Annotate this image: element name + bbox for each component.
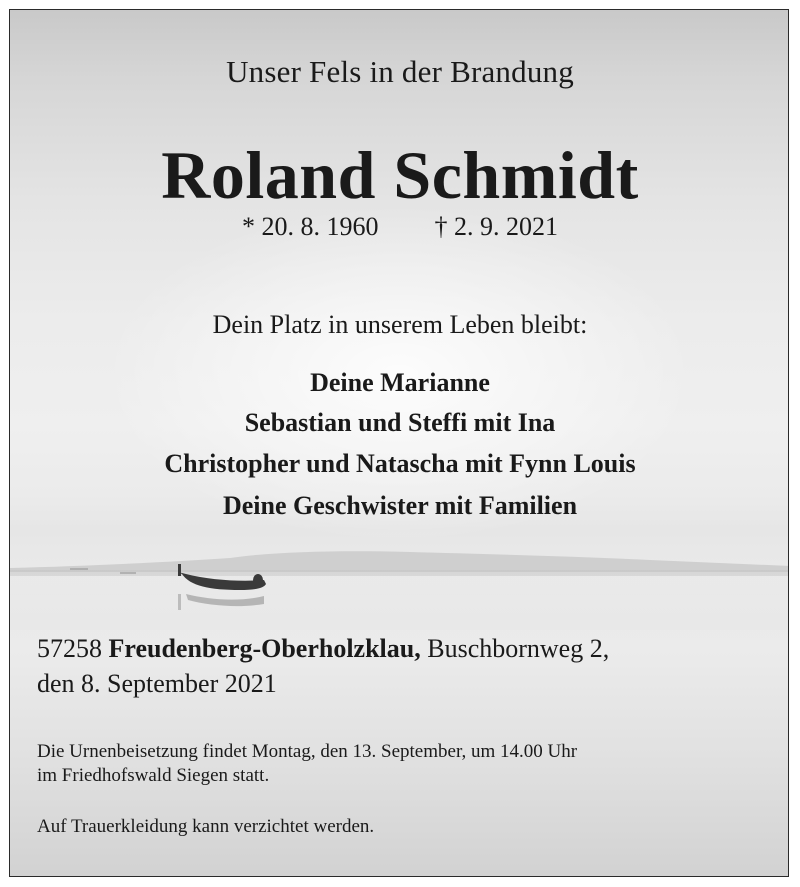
mourner-line: Sebastian und Steffi mit Ina [244, 408, 556, 437]
burial-info-line: Die Urnenbeisetzung findet Montag, den 13. September, um 14.00 Uhr [37, 741, 578, 762]
life-dates [10, 212, 789, 242]
dress-note: Auf Trauerkleidung kann verzichtet werden. [37, 816, 375, 837]
obituary-notice [9, 9, 789, 877]
mourner-line: Deine Geschwister mit Familien [222, 491, 578, 520]
address-line [37, 634, 609, 664]
birth-date: * 20. 8. 1960 [242, 212, 379, 241]
place-name: Freudenberg-Oberholzklau, [108, 634, 421, 663]
motto: Unser Fels in der Brandung [226, 54, 574, 89]
misty-lake-boat-image [10, 530, 789, 630]
date-line: den 8. September 2021 [37, 669, 277, 698]
burial-info-line: im Friedhofswald Siegen statt. [37, 765, 270, 786]
postcode: 57258 [37, 634, 102, 663]
street: Buschbornweg 2, [427, 634, 610, 663]
death-date: † 2. 9. 2021 [434, 212, 558, 241]
mourner-line: Christopher und Natascha mit Fynn Louis [164, 449, 636, 478]
deceased-name: Roland Schmidt [161, 137, 639, 213]
tagline: Dein Platz in unserem Leben bleibt: [212, 310, 588, 339]
mourner-line: Deine Marianne [310, 368, 490, 397]
